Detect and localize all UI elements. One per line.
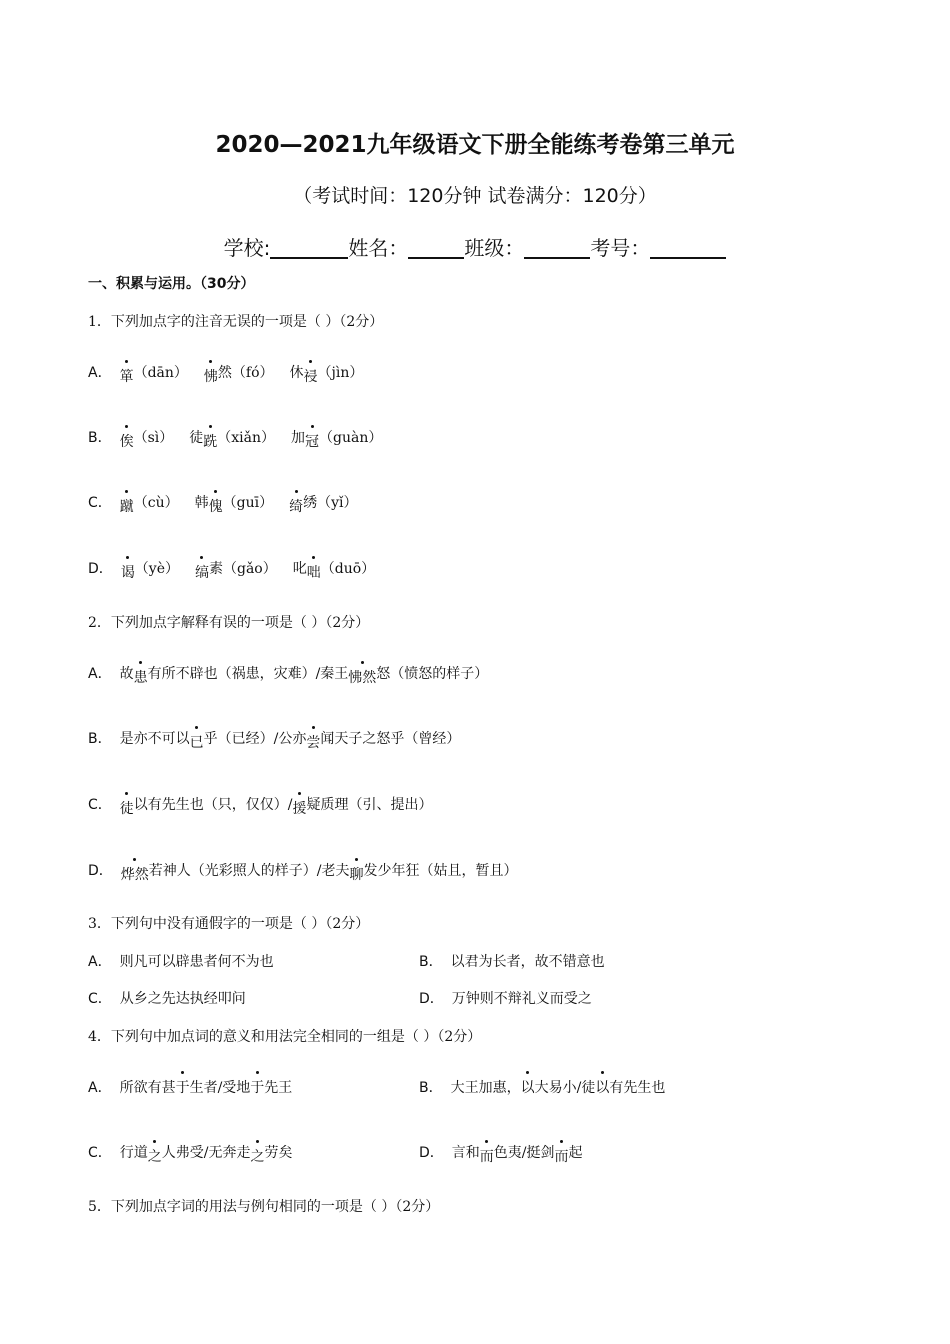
dotted-char: 徒 <box>120 798 134 818</box>
q1-option-b[interactable] <box>88 427 383 450</box>
name-blank[interactable] <box>408 237 464 259</box>
school-blank[interactable] <box>270 237 348 259</box>
dotted-char: 怫然 <box>348 667 376 687</box>
dotted-char: 缟 <box>195 562 209 582</box>
option-text: 则凡可以辟患者何不为也 <box>119 954 274 970</box>
plain-text: 有先生也 <box>609 1080 666 1096</box>
q4-option-c[interactable] <box>88 1142 293 1165</box>
question-2-stem: 2．下列加点字解释有误的一项是（ ）（2分） <box>88 615 370 631</box>
dotted-char: 咄 <box>307 562 321 582</box>
dotted-char: 俟 <box>120 431 134 451</box>
q4-option-d[interactable] <box>419 1142 583 1165</box>
pinyin: 素（gǎo） <box>208 561 277 577</box>
pinyin: （yè） <box>134 561 179 577</box>
option-text: 以君为长者，故不错意也 <box>450 954 605 970</box>
number-blank[interactable] <box>650 237 726 259</box>
page-title: 2020—2021九年级语文下册全能练考卷第三单元 <box>215 132 735 158</box>
q1-option-d[interactable] <box>88 558 376 581</box>
plain-text: 乎（已经）/公亦 <box>203 731 307 747</box>
plain-text: 故 <box>119 666 134 682</box>
plain-text: 大王加惠， <box>450 1080 521 1096</box>
option-label: B． <box>88 731 112 747</box>
dotted-char: 之 <box>148 1146 162 1166</box>
q4-option-b[interactable] <box>419 1077 665 1097</box>
dotted-char: 蹴 <box>120 496 134 516</box>
student-info-line <box>0 232 950 261</box>
plain-text: 所欲有甚 <box>119 1080 176 1096</box>
plain-text: 色夷/挺剑 <box>493 1145 555 1161</box>
pinyin: （duō） <box>320 561 376 577</box>
plain-text: 劳矣 <box>264 1145 293 1161</box>
pinyin: （cù） <box>133 495 179 511</box>
class-blank[interactable] <box>524 237 590 259</box>
plain-text: 发少年狂（姑且，暂且） <box>363 863 518 879</box>
plain-text: 若神人（光彩照人的样子）/老夫 <box>148 863 350 879</box>
option-label: C． <box>88 495 112 511</box>
plain-text: 是亦不可以 <box>119 731 190 747</box>
dotted-char: 患 <box>134 667 148 687</box>
plain-char: 徒 <box>189 430 204 446</box>
option-label: D． <box>419 991 444 1007</box>
plain-text: 起 <box>568 1145 583 1161</box>
q2-option-c[interactable] <box>88 794 433 817</box>
plain-char: 休 <box>289 365 304 381</box>
plain-char: 叱 <box>292 561 307 577</box>
question-1-stem: 1．下列加点字的注音无误的一项是（ ）（2分） <box>88 314 384 330</box>
plain-text: 以有先生也（只，仅仅）/ <box>133 797 293 813</box>
q4-option-a[interactable] <box>88 1077 292 1097</box>
pinyin: 然（fó） <box>217 365 274 381</box>
pinyin: 绣（yǐ） <box>303 495 358 511</box>
option-label: B． <box>88 430 112 446</box>
q3-option-d[interactable] <box>419 988 592 1008</box>
option-label: B． <box>419 1080 443 1096</box>
pinyin: （sì） <box>133 430 174 446</box>
dotted-char: 聊 <box>350 864 364 884</box>
pinyin: （xiǎn） <box>217 430 276 446</box>
plain-char: 加 <box>291 430 306 446</box>
plain-text: 怒（愤怒的样子） <box>376 666 489 682</box>
option-label: D． <box>88 863 113 879</box>
q1-option-a[interactable] <box>88 362 364 385</box>
option-label: B． <box>419 954 443 970</box>
q3-option-c[interactable] <box>88 988 246 1008</box>
plain-char: 韩 <box>194 495 209 511</box>
dotted-char: 跣 <box>203 431 217 451</box>
dotted-char: 怫 <box>204 366 218 386</box>
dotted-char: 于 <box>250 1077 264 1097</box>
plain-text: 行道 <box>119 1145 148 1161</box>
option-label: A． <box>88 1080 112 1096</box>
pinyin: （jìn） <box>317 365 364 381</box>
dotted-char: 冠 <box>305 431 319 451</box>
option-label: A． <box>88 954 112 970</box>
option-label: C． <box>88 1145 112 1161</box>
q2-option-b[interactable] <box>88 728 461 751</box>
dotted-char: 以 <box>595 1077 609 1097</box>
dotted-char: 谒 <box>121 562 135 582</box>
dotted-char: 而 <box>480 1146 494 1166</box>
pinyin: （dān） <box>133 365 188 381</box>
dotted-char: 之 <box>251 1146 265 1166</box>
option-label: A． <box>88 365 112 381</box>
dotted-char: 援 <box>293 798 307 818</box>
section-heading: 一、积累与运用。（30分） <box>88 276 255 292</box>
school-label: 学校: <box>223 236 271 260</box>
question-3-stem: 3．下列句中没有通假字的一项是（ ）（2分） <box>88 916 370 932</box>
dotted-char: 于 <box>176 1077 190 1097</box>
number-label: 考号： <box>590 236 651 260</box>
pinyin: （guī） <box>222 495 274 511</box>
plain-text: 人弗受/无奔走 <box>161 1145 251 1161</box>
option-label: A． <box>88 666 112 682</box>
q1-option-c[interactable] <box>88 492 358 515</box>
plain-text: 生者/受地 <box>189 1080 251 1096</box>
dotted-char: 傀 <box>209 496 223 516</box>
question-4-stem: 4．下列句中加点词的意义和用法完全相同的一组是（ ）（2分） <box>88 1029 482 1045</box>
dotted-char: 箪 <box>120 366 134 386</box>
dotted-char: 已 <box>190 732 204 752</box>
option-text: 从乡之先达执经叩问 <box>119 991 246 1007</box>
option-label: C． <box>88 797 112 813</box>
class-label: 班级： <box>464 236 525 260</box>
option-label: D． <box>419 1145 444 1161</box>
plain-text: 闻天子之怒乎（曾经） <box>320 731 461 747</box>
pinyin: （guàn） <box>319 430 383 446</box>
question-5-stem: 5．下列加点字词的用法与例句相同的一项是（ ）（2分） <box>88 1199 440 1215</box>
option-label: D． <box>88 561 113 577</box>
q3-option-b[interactable] <box>419 951 605 971</box>
plain-text: 疑质理（引、提出） <box>306 797 433 813</box>
q3-option-a[interactable] <box>88 951 274 971</box>
name-label: 姓名： <box>348 236 409 260</box>
plain-text: 大易小/徒 <box>534 1080 596 1096</box>
dotted-char: 绮 <box>289 496 303 516</box>
q2-option-a[interactable] <box>88 663 489 686</box>
dotted-char: 而 <box>555 1146 569 1166</box>
dotted-char: 烨然 <box>121 864 149 884</box>
dotted-char: 祲 <box>304 366 318 386</box>
plain-text: 言和 <box>451 1145 480 1161</box>
exam-subtitle: （考试时间：120分钟 试卷满分：120分） <box>293 185 657 207</box>
plain-text: 有所不辟也（祸患，灾难）/秦王 <box>147 666 349 682</box>
option-text: 万钟则不辩礼义而受之 <box>451 991 592 1007</box>
dotted-char: 以 <box>521 1077 535 1097</box>
option-label: C． <box>88 991 112 1007</box>
dotted-char: 尝 <box>306 732 320 752</box>
plain-text: 先王 <box>264 1080 293 1096</box>
q2-option-d[interactable] <box>88 860 518 883</box>
